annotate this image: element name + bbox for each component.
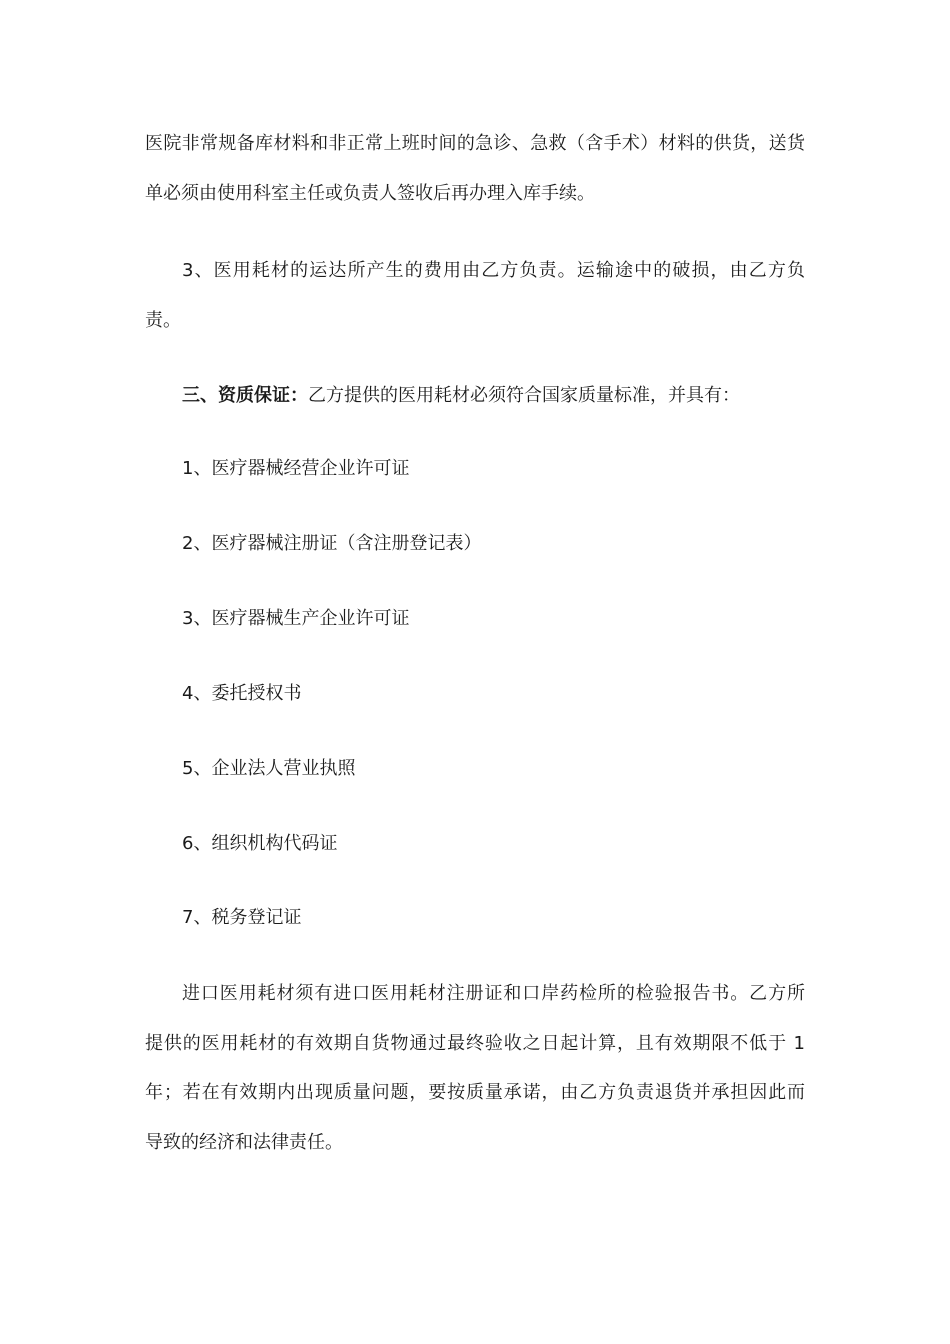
list-item: 2、医疗器械注册证（含注册登记表） <box>182 533 482 554</box>
section-heading: 三、资质保证： <box>182 385 308 406</box>
paragraph-import-line-4: 导致的经济和法律责任。 <box>145 1132 343 1153</box>
list-item: 1、医疗器械经营企业许可证 <box>182 458 410 479</box>
paragraph-import-line-2: 提供的医用耗材的有效期自货物通过最终验收之日起计算，且有效期限不低于 1 <box>145 1033 805 1054</box>
paragraph-transport-line-1: 3、医用耗材的运达所产生的费用由乙方负责。运输途中的破损，由乙方负 <box>182 260 805 281</box>
list-item: 4、委托授权书 <box>182 683 302 704</box>
list-item: 5、企业法人营业执照 <box>182 758 356 779</box>
paragraph-transport-line-2: 责。 <box>145 310 181 331</box>
list-item: 6、组织机构代码证 <box>182 833 338 854</box>
paragraph-supply-line-2: 单必须由使用科室主任或负责人签收后再办理入库手续。 <box>145 183 595 204</box>
list-item: 3、医疗器械生产企业许可证 <box>182 608 410 629</box>
paragraph-import-line-3: 年；若在有效期内出现质量问题，要按质量承诺，由乙方负责退货并承担因此而 <box>145 1082 805 1103</box>
section-intro: 乙方提供的医用耗材必须符合国家质量标准，并具有： <box>308 385 740 406</box>
list-item: 7、税务登记证 <box>182 907 302 928</box>
section-qualification <box>182 384 740 408</box>
paragraph-import-line-1: 进口医用耗材须有进口医用耗材注册证和口岸药检所的检验报告书。乙方所 <box>182 983 805 1004</box>
paragraph-supply-line-1: 医院非常规备库材料和非正常上班时间的急诊、急救（含手术）材料的供货，送货 <box>145 133 805 154</box>
